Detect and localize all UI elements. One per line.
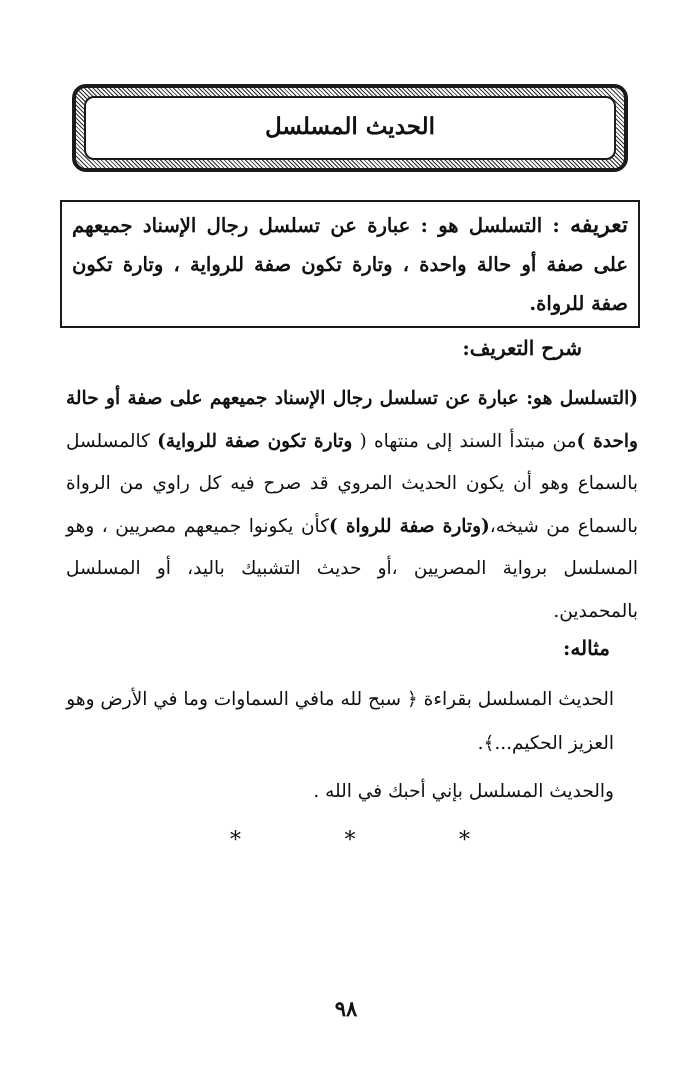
explanation-heading: شرح التعريف: — [462, 336, 582, 360]
separator-star: * — [344, 828, 356, 853]
explanation-text-2: كالمسلسل بالسماع وهو أن يكون الحديث المروي قد صرح فيه كل راوي من الرواة بالسماع من شيخه، — [66, 430, 638, 537]
explanation-bold-2: وتارة تكون صفة للرواية) — [157, 430, 353, 452]
separator-star: * — [230, 828, 241, 853]
definition-box — [60, 200, 640, 328]
definition-text: : التسلسل هو : عبارة عن تسلسل رجال الإسناد جميعهم على صفة أو حالة واحدة ، وتارة تكون صفة للرواية ، وتارة تكون صفة للرواة. — [72, 214, 628, 315]
example-line-1: الحديث المسلسل بقراءة ﴿ سبح لله مافي السماوات وما في الأرض وهو العزيز الحكيم...﴾. — [66, 689, 614, 754]
chapter-title: الحديث المسلسل — [264, 112, 436, 140]
example-heading: مثاله: — [562, 636, 610, 660]
title-frame-inner — [84, 96, 616, 160]
explanation-text-3: كأن يكونوا جميعهم مصريين ، وهو المسلسل برواية المصريين ،أو حديث التشبيك باليد، أو المسلسل بالمحمدين. — [66, 515, 638, 622]
explanation-bold-3: (وتارة صفة للرواة ) — [329, 515, 490, 537]
example-line-2: والحديث المسلسل بإني أحبك في الله . — [313, 781, 614, 802]
explanation-paragraph — [66, 378, 638, 633]
definition-label: تعريفه — [570, 212, 628, 238]
explanation-bold-1: (التسلسل هو: عبارة عن تسلسل رجال الإسناد جميعهم على صفة أو حالة واحدة ) — [66, 388, 638, 452]
title-frame — [72, 84, 628, 172]
separator-star: * — [459, 828, 470, 853]
page-number: ٩٨ — [334, 996, 358, 1021]
separator-stars — [230, 828, 470, 853]
explanation-text-1: من مبتدأ السند إلى منتهاه ( — [352, 430, 577, 452]
